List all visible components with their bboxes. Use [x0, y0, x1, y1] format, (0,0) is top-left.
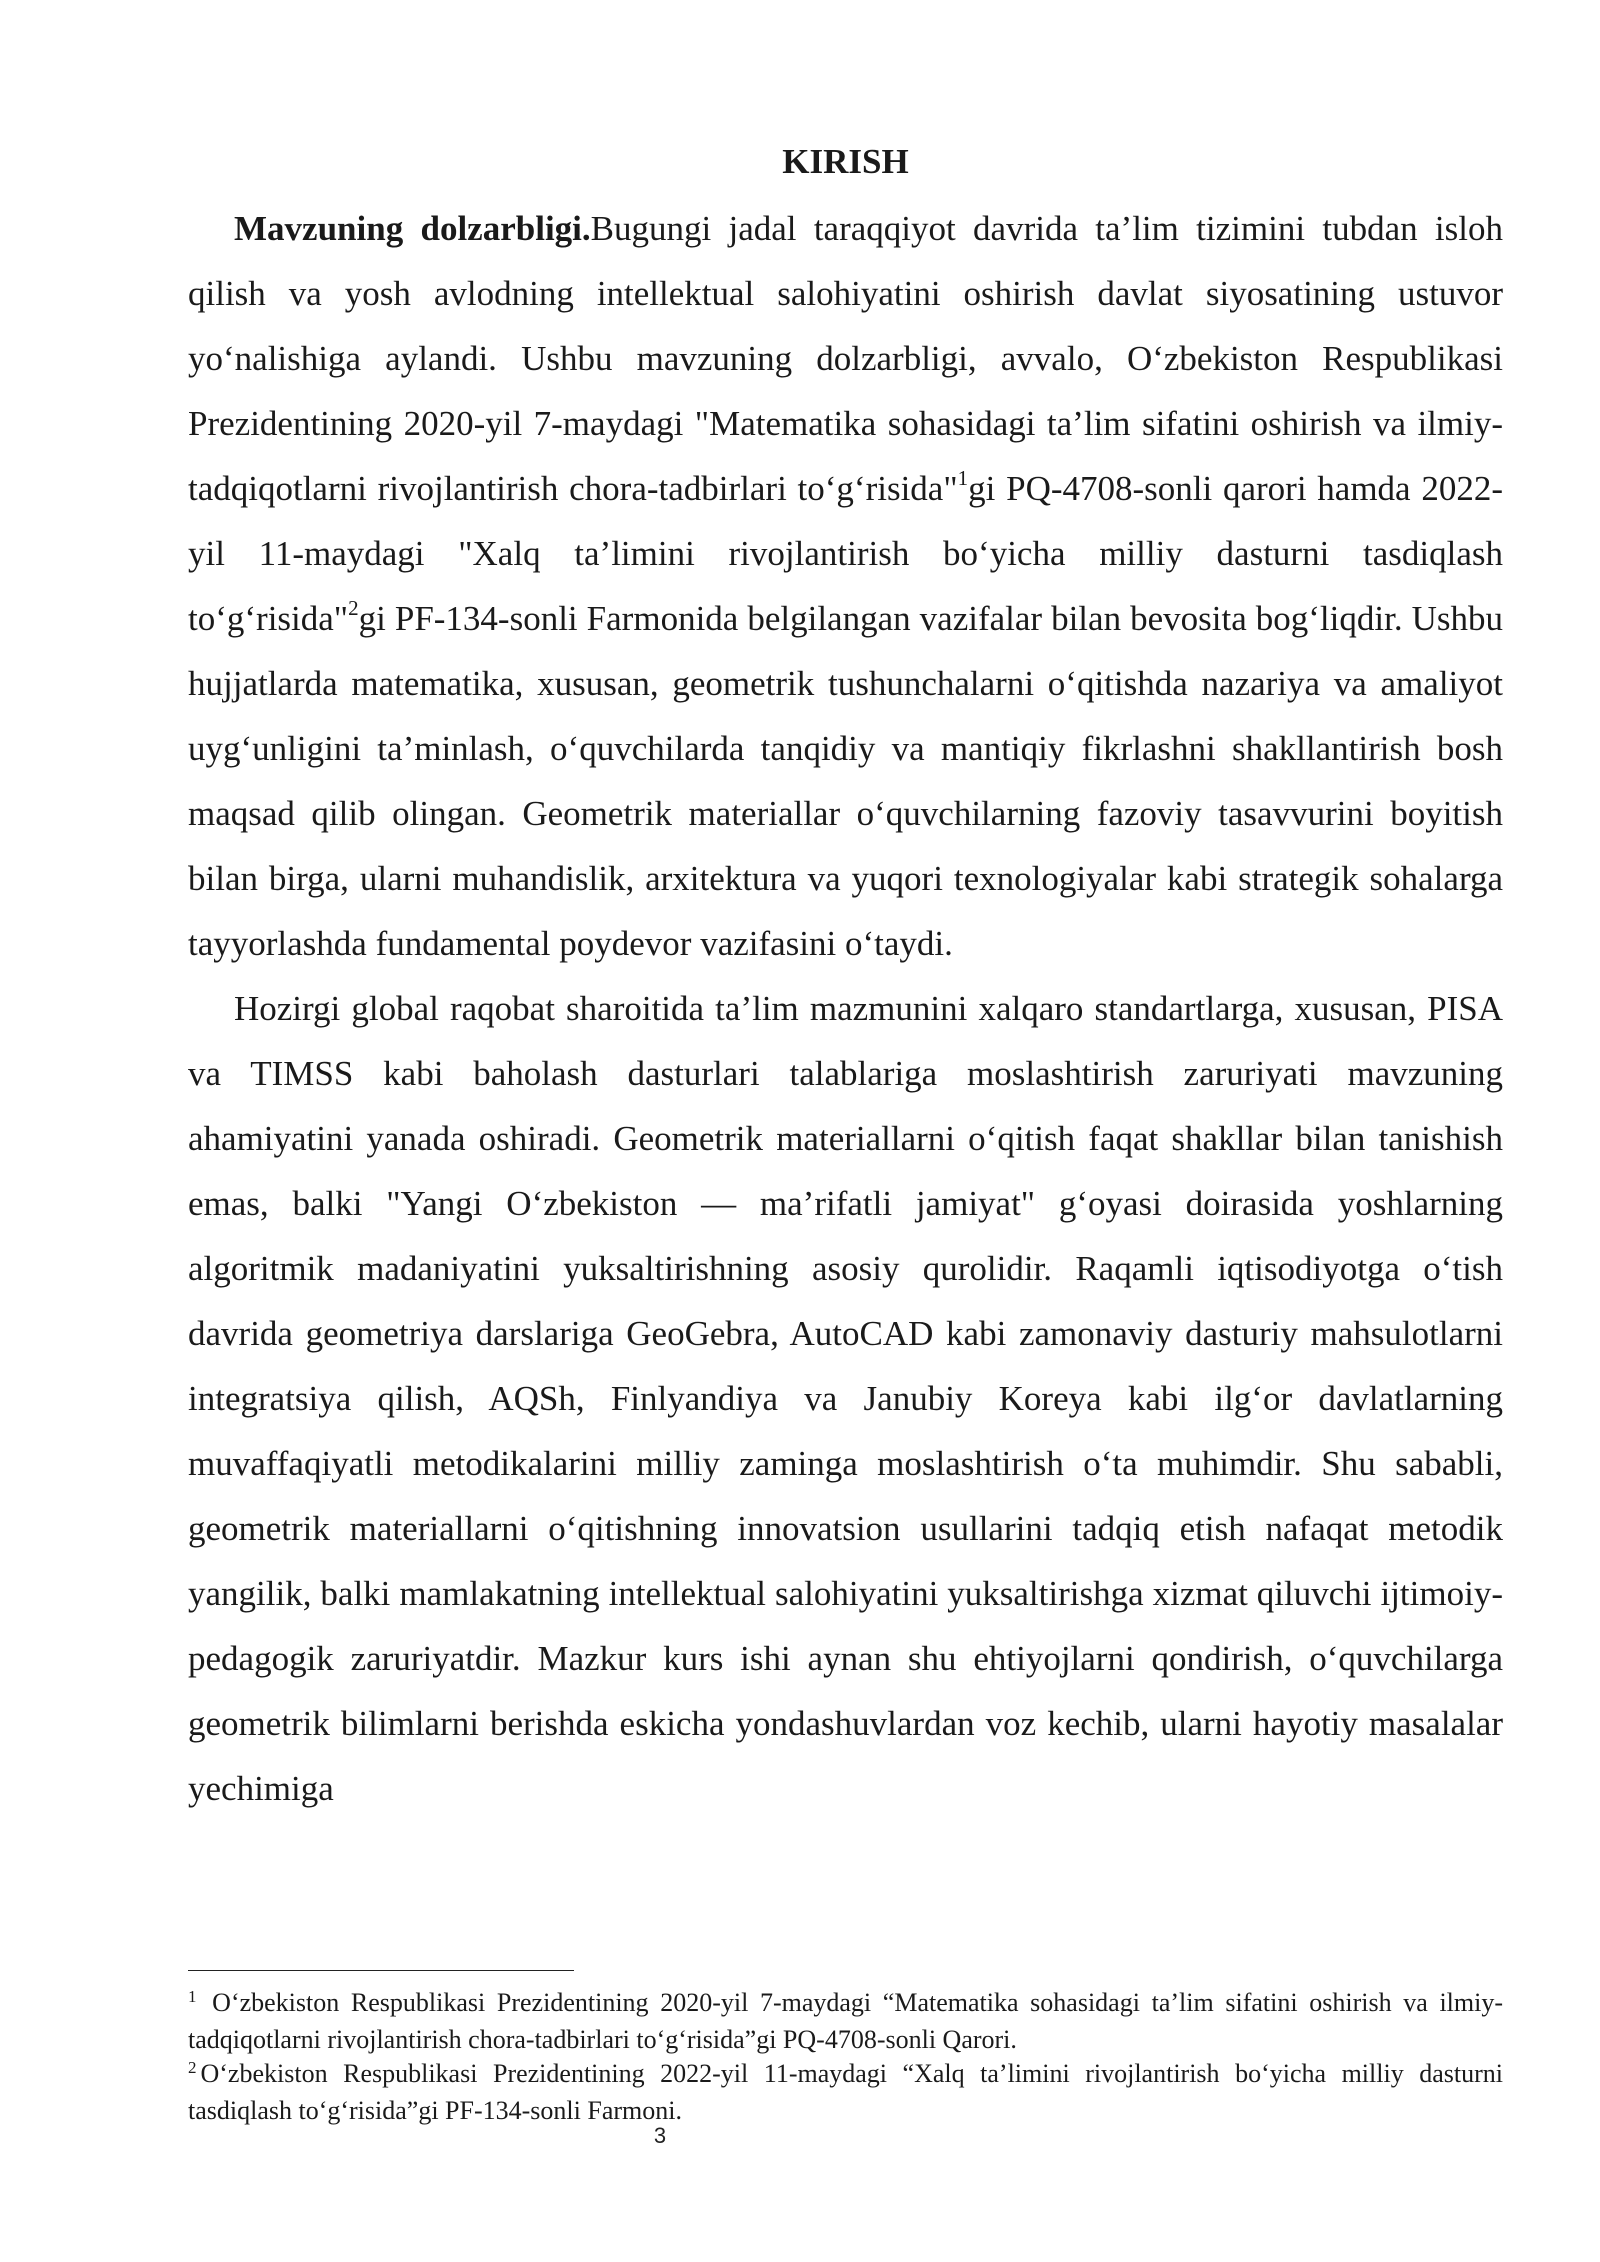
- footnote-reference: 2: [348, 596, 359, 621]
- footnote-text: O‘zbekiston Respublikasi Prezidentining 2020-yil 7-maydagi “Matematika sohasidagi ta’lim sifatini oshirish va ilmiy-tadqiqotlarni rivojlantirish chora-tadbirlari to‘g‘risida”gi PQ-4708-sonli Qarori.: [188, 1988, 1503, 2054]
- footnotes: [188, 1986, 1503, 2128]
- footnote-item: [188, 1986, 1503, 2057]
- footnote-divider: [188, 1970, 574, 1971]
- paragraph-text: gi PF-134-sonli Farmonida belgilangan vazifalar bilan bevosita bog‘liqdir. Ushbu hujjatlarda matematika, xususan, geometrik tushunchalarni o‘qitishda nazariya va amaliyot uyg‘unligini ta’minlash, o‘quvchilarda tanqidiy va mantiqiy fikrlashni shakllantirish bosh maqsad qilib olingan. Geometrik materiallar o‘quvchilarning fazoviy tasavvurini boyitish bilan birga, ularni muhandislik, arxitektura va yuqori texnologiyalar kabi strategik sohalarga tayyorlashda fundamental poydevor vazifasini o‘taydi.: [188, 599, 1503, 963]
- paragraph-text: Bugungi jadal taraqqiyot davrida ta’lim tizimini tubdan isloh qilish va yosh avlodning intellektual salohiyatini oshirish davlat siyosatining ustuvor yo‘nalishiga aylandi. Ushbu mavzuning dolzarbligi, avvalo, O‘zbekiston Respublikasi Prezidentining 2020-yil 7-maydagi "Matematika sohasidagi ta’lim sifatini oshirish va ilmiy-tadqiqotlarni rivojlantirish chora-tadbirlari to‘g‘risida": [188, 209, 1503, 508]
- body-text: [188, 196, 1503, 1821]
- footnote-item: [188, 2057, 1503, 2128]
- paragraph-global-context: Hozirgi global raqobat sharoitida ta’lim mazmunini xalqaro standartlarga, xususan, PISA va TIMSS kabi baholash dasturlari talablariga moslashtirish zaruriyati mavzuning ahamiyatini yanada oshiradi. Geometrik materiallarni o‘qitish faqat shakllar bilan tanishish emas, balki "Yangi O‘zbekiston — ma’rifatli jamiyat" g‘oyasi doirasida yoshlarning algoritmik madaniyatini yuksaltirishning asosiy qurolidir. Raqamli iqtisodiyotga o‘tish davrida geometriya darslariga GeoGebra, AutoCAD kabi zamonaviy dasturiy mahsulotlarni integratsiya qilish, AQSh, Finlyandiya va Janubiy Koreya kabi ilg‘or davlatlarning muvaffaqiyatli metodikalarini milliy zaminga moslashtirish o‘ta muhimdir. Shu sababli, geometrik materiallarni o‘qitishning innovatsion usullarini tadqiq etish nafaqat metodik yangilik, balki mamlakatning intellektual salohiyatini yuksaltirishga xizmat qiluvchi ijtimoiy-pedagogik zaruriyatdir. Mazkur kurs ishi aynan shu ehtiyojlarni qondirish, o‘quvchilarga geometrik bilimlarni berishda eskicha yondashuvlardan voz kechib, ularni hayotiy masalalar yechimiga: [188, 989, 1503, 1808]
- section-heading: KIRISH: [782, 142, 909, 181]
- paragraph-lead: Mavzuning dolzarbligi.: [234, 209, 591, 248]
- footnote-reference: 1: [957, 466, 969, 491]
- paragraph-text: gi PQ-4708-sonli qarori hamda 2022-yil 11-maydagi "Xalq ta’limini rivojlantirish bo‘yicha milliy dasturni tasdiqlash to‘g‘risida": [188, 469, 1503, 638]
- paragraph-relevance: [188, 196, 1503, 976]
- footnote-mark: 2: [188, 2058, 197, 2077]
- page-number: 3: [653, 2123, 667, 2148]
- footnote-text: O‘zbekiston Respublikasi Prezidentining 2022-yil 11-maydagi “Xalq ta’limini rivojlantirish bo‘yicha milliy dasturni tasdiqlash to‘g‘risida”gi PF-134-sonli Farmoni.: [188, 2059, 1503, 2125]
- footnote-mark: 1: [188, 1987, 197, 2006]
